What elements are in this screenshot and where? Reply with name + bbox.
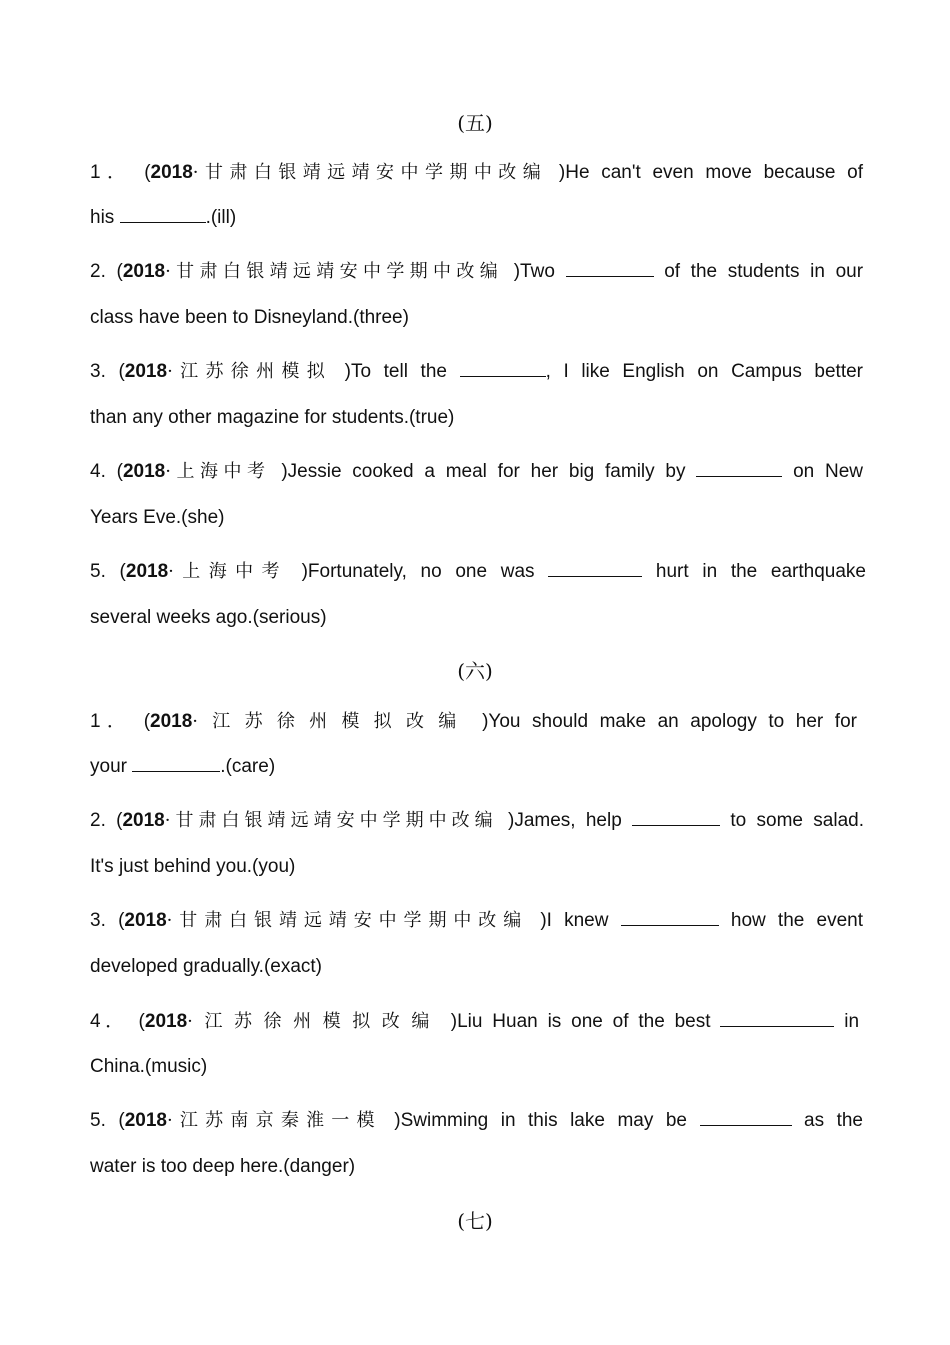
question-text: )Fortunately, no one was bbox=[301, 561, 535, 582]
question-line-cont: than any other magazine for students.(true) bbox=[90, 407, 455, 428]
question-line-cont: his .(ill) bbox=[90, 207, 237, 228]
question-source: (2018·甘肃白银靖远靖安中学期中改编 bbox=[118, 910, 529, 931]
question-text: )He can't even move because of bbox=[558, 162, 863, 183]
answer-blank[interactable] bbox=[621, 910, 719, 926]
question-source: (2018·江苏南京秦淮一模 bbox=[118, 1110, 382, 1131]
question-number: 3. bbox=[90, 910, 106, 931]
question-source: (2018·甘肃白银靖远靖安中学期中改编 bbox=[116, 810, 498, 831]
question-source: (2018·甘肃白银靖远靖安中学期中改编 bbox=[144, 162, 548, 183]
answer-blank[interactable] bbox=[566, 261, 654, 277]
question-number: 4． bbox=[90, 1011, 129, 1032]
question-text: )Two bbox=[513, 261, 555, 282]
question-line: 3. (2018·甘肃白银靖远靖安中学期中改编 )I knew how the event bbox=[90, 910, 864, 931]
question-line-cont: several weeks ago.(serious) bbox=[90, 607, 327, 628]
question-text: )I knew bbox=[540, 910, 609, 931]
question-line: 5. (2018·上海中考 )Fortunately, no one was hurt in the earthquake bbox=[90, 561, 866, 582]
answer-blank[interactable] bbox=[700, 1110, 792, 1126]
question-line-cont: China.(music) bbox=[90, 1056, 208, 1077]
section-title: (五) bbox=[457, 111, 493, 135]
question-source: (2018·上海中考 bbox=[119, 561, 288, 582]
question-source: (2018·江苏徐州模拟改编 bbox=[138, 1011, 441, 1032]
question-line-cont: It's just behind you.(you) bbox=[90, 856, 296, 877]
question-number: 3. bbox=[90, 361, 106, 382]
answer-blank[interactable] bbox=[696, 461, 782, 477]
question-source: (2018·江苏徐州模拟改编 bbox=[143, 711, 471, 732]
question-line: 5. (2018·江苏南京秦淮一模 )Swimming in this lake may be as the bbox=[90, 1110, 864, 1131]
question-line bbox=[90, 157, 863, 184]
question-line-cont: developed gradually.(exact) bbox=[90, 956, 323, 977]
question-number: 5. bbox=[90, 561, 106, 582]
answer-blank[interactable] bbox=[720, 1011, 834, 1027]
answer-blank[interactable] bbox=[132, 756, 220, 772]
question-text: )Swimming in this lake may be bbox=[394, 1110, 687, 1131]
answer-blank[interactable] bbox=[548, 561, 642, 577]
question-source: (2018·江苏徐州模拟 bbox=[118, 361, 333, 382]
question-line: 4． (2018·江苏徐州模拟改编 )Liu Huan is one of the best in bbox=[90, 1011, 860, 1032]
question-text: )You should make an apology to her for bbox=[482, 711, 857, 732]
question-line bbox=[90, 706, 857, 733]
question-line-cont: your .(care) bbox=[90, 756, 276, 777]
question-line-cont: class have been to Disneyland.(three) bbox=[90, 307, 409, 328]
question-number: 2. bbox=[90, 810, 106, 831]
question-text: )To tell the bbox=[344, 361, 447, 382]
section-title: (六) bbox=[457, 659, 493, 683]
question-line: 2. (2018·甘肃白银靖远靖安中学期中改编 )James, help to some salad. bbox=[90, 810, 864, 831]
question-text: )Jessie cooked a meal for her big family by bbox=[281, 461, 686, 482]
answer-blank[interactable] bbox=[632, 810, 720, 826]
question-text: )James, help bbox=[508, 810, 622, 831]
question-line-cont: Years Eve.(she) bbox=[90, 507, 225, 528]
question-line-cont: water is too deep here.(danger) bbox=[90, 1156, 356, 1177]
question-number: 1． bbox=[90, 162, 133, 183]
section-title: (七) bbox=[457, 1209, 493, 1233]
question-number: 2. bbox=[90, 261, 106, 282]
question-line: 3. (2018·江苏徐州模拟 )To tell the , I like English on Campus better bbox=[90, 361, 864, 382]
answer-blank[interactable] bbox=[120, 207, 206, 223]
question-line: 2. (2018·甘肃白银靖远靖安中学期中改编 )Two of the students in our bbox=[90, 261, 864, 282]
question-line: 4. (2018·上海中考 )Jessie cooked a meal for her big family by on New bbox=[90, 461, 864, 482]
question-number: 1． bbox=[90, 711, 133, 732]
question-source: (2018·甘肃白银靖远靖安中学期中改编 bbox=[116, 261, 504, 282]
question-text: )Liu Huan is one of the best bbox=[450, 1011, 711, 1032]
question-number: 5. bbox=[90, 1110, 106, 1131]
question-source: (2018·上海中考 bbox=[116, 461, 271, 482]
answer-blank[interactable] bbox=[460, 361, 546, 377]
question-number: 4. bbox=[90, 461, 106, 482]
